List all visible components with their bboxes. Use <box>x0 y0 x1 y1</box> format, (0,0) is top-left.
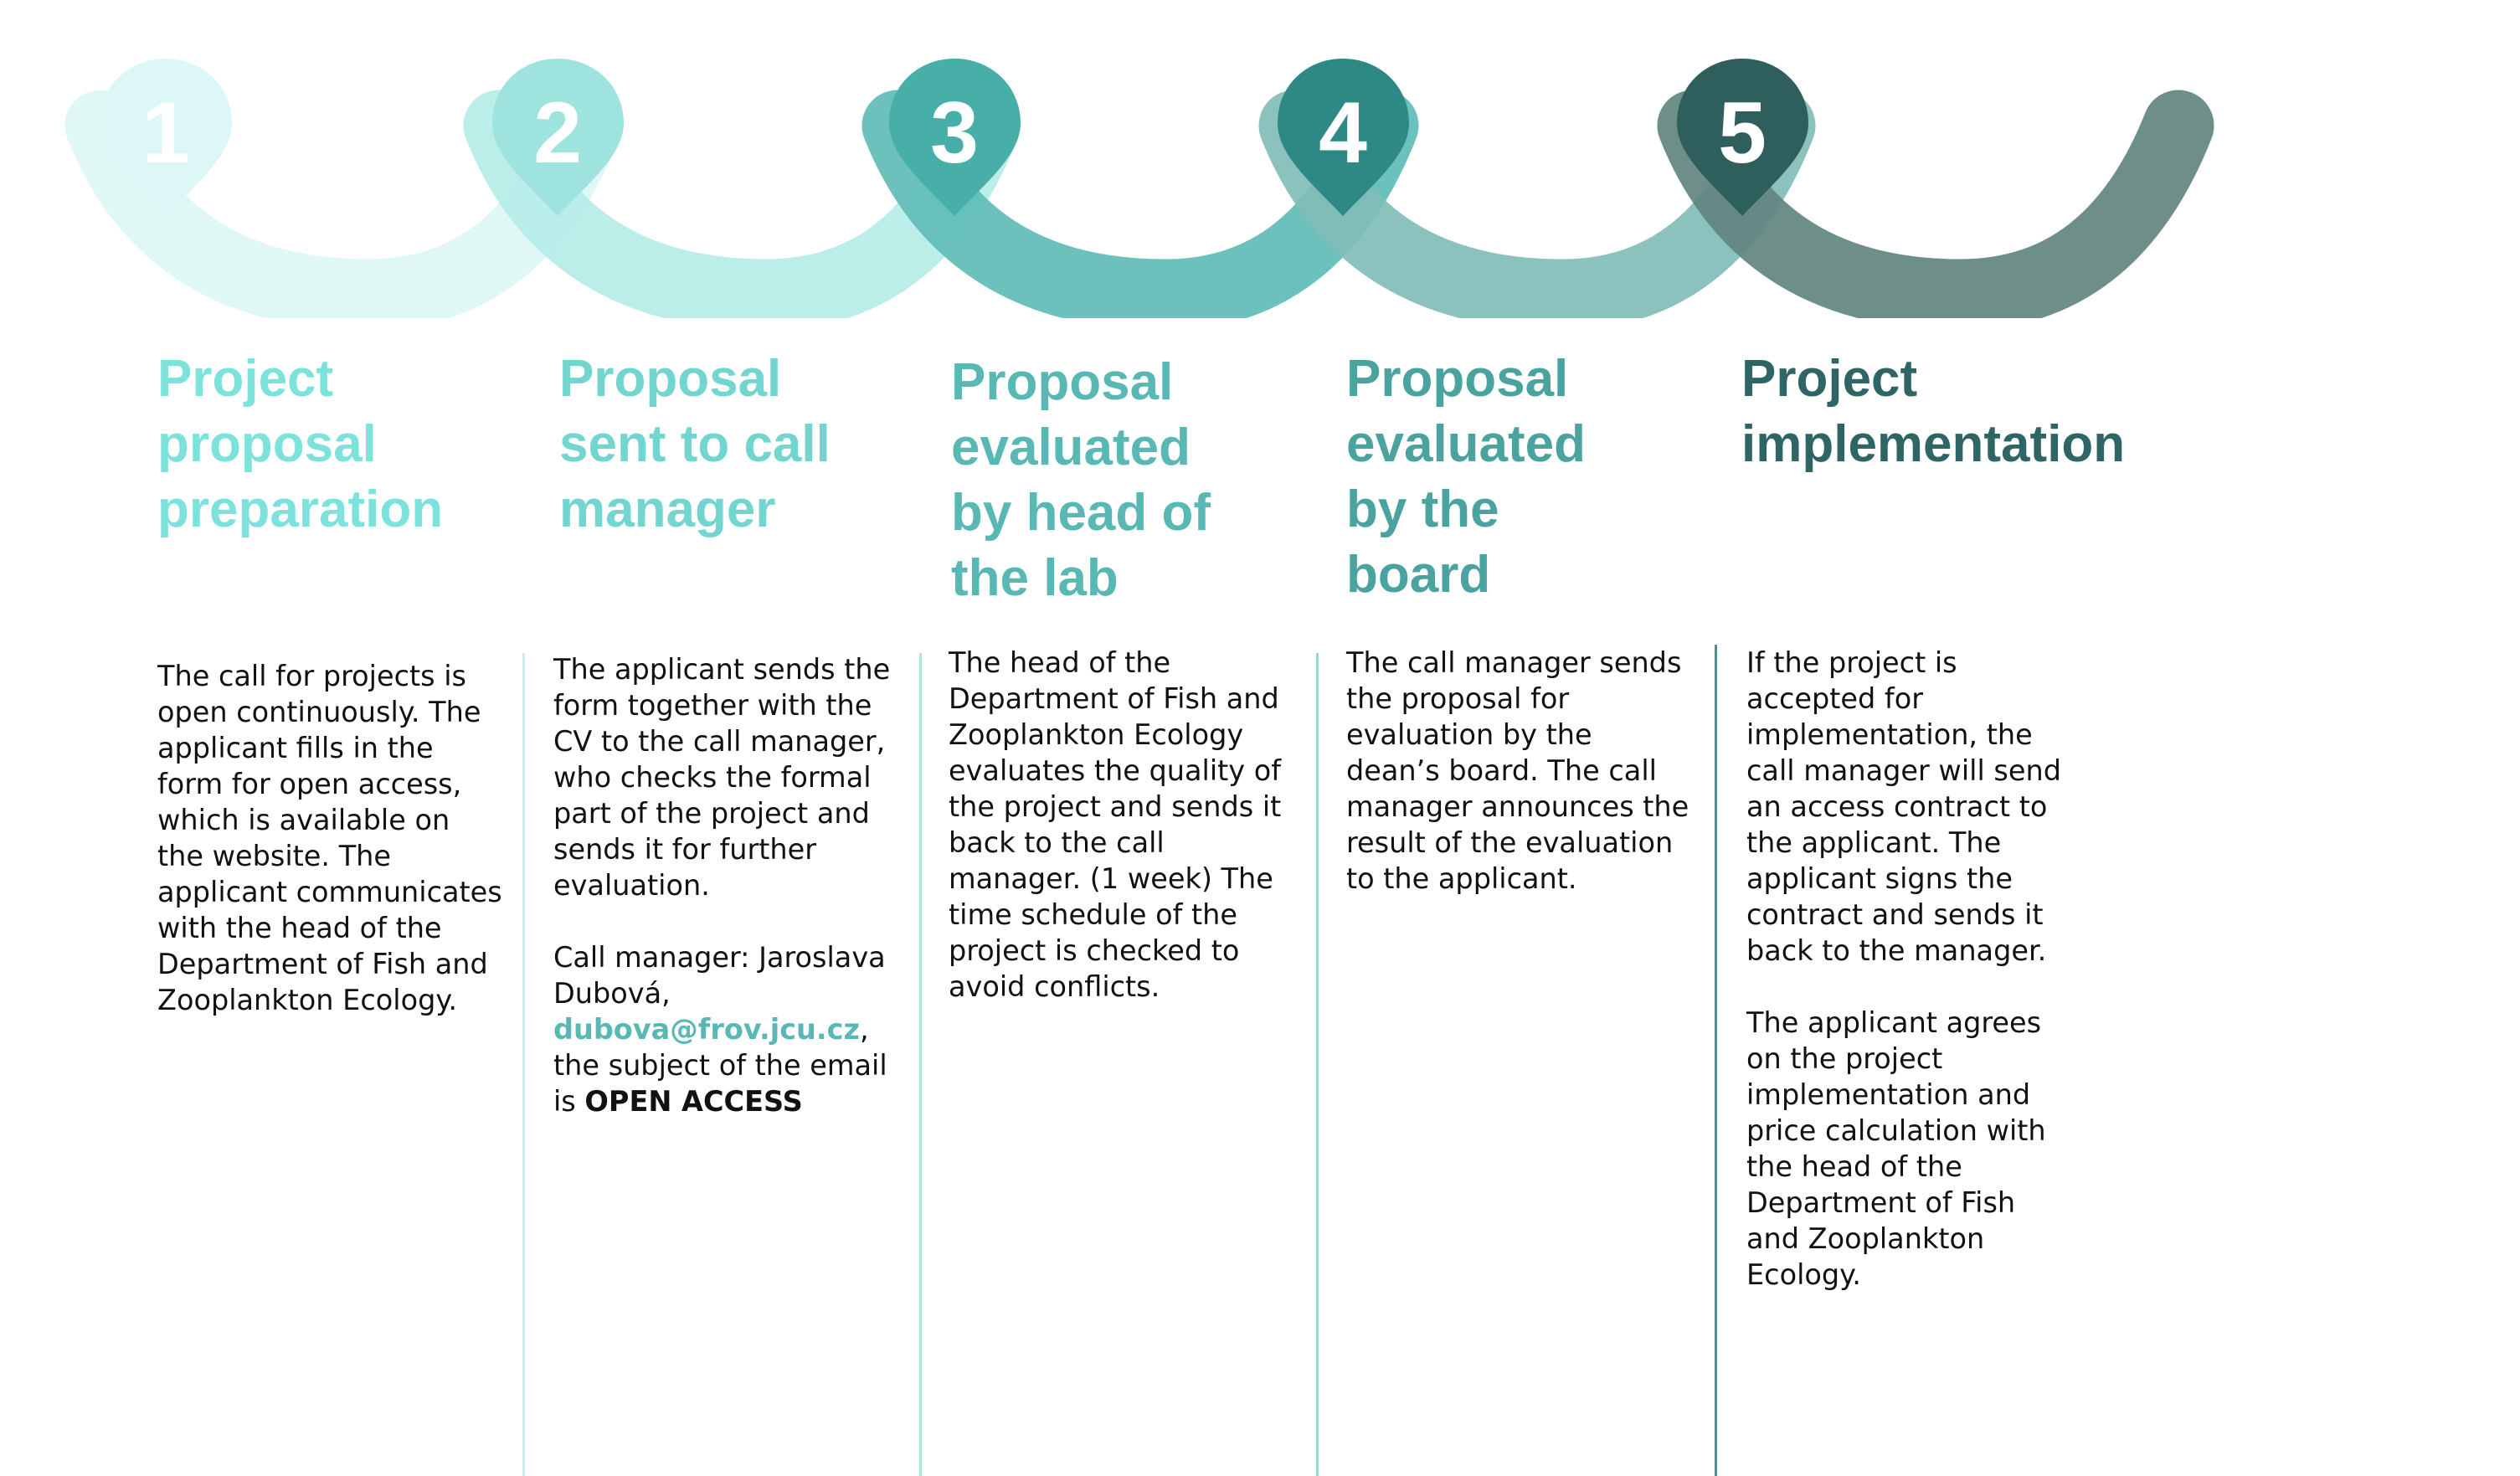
column-divider-2 <box>919 653 922 1476</box>
column-divider-1 <box>522 653 525 1476</box>
process-wave-graphic <box>0 0 2520 318</box>
step-5-paragraph-2: The applicant agrees on the project implementation and price calculation with the head of the Department of Fish and Zooplankton Ecology. <box>1746 1006 2046 1291</box>
step-number-5: 5 <box>1718 85 1767 182</box>
step-5-description <box>1746 645 2065 1293</box>
step-number-1: 1 <box>141 85 190 182</box>
step-1-description <box>157 658 502 1018</box>
step-2-title: Proposal sent to call manager <box>559 350 831 538</box>
call-manager-email-link[interactable]: dubova@frov.jcu.cz <box>553 1013 860 1046</box>
email-subject-value: OPEN ACCESS <box>584 1085 803 1118</box>
step-4-paragraph-1: The call manager sends the proposal for evaluation by the dean’s board. The call manager announces the result of the evaluation to the applicant. <box>1346 646 1689 895</box>
step-number-2: 2 <box>533 85 582 182</box>
column-divider-3 <box>1316 653 1319 1476</box>
step-1-paragraph-1: The call for projects is open continuously. The applicant fills in the form for open access, which is available on the website. The applicant communicates with the head of the Department of Fish and Zooplankton Ecology. <box>157 660 502 1016</box>
step-3-description <box>949 645 1295 1005</box>
step-5-paragraph-1: If the project is accepted for implementation, the call manager will send an access contract to the applicant. The applicant signs the contract and sends it back to the manager. <box>1746 646 2061 967</box>
email-subject-label: the subject of the email is <box>553 1049 887 1118</box>
step-4-title: Proposal evaluated by the board <box>1346 350 1587 604</box>
step-number-3: 3 <box>930 85 979 182</box>
step-number-4: 4 <box>1319 85 1367 182</box>
step-5-title: Project implementation <box>1741 350 2126 473</box>
step-2-paragraph-1: The applicant sends the form together with the CV to the call manager, who checks the formal part of the project and sends it for further evaluation. <box>553 653 891 902</box>
column-divider-4 <box>1715 645 1717 1476</box>
step-1-title: Project proposal preparation <box>157 350 444 538</box>
call-manager-label: Call manager: Jaroslava Dubová, <box>553 941 886 1010</box>
step-3-paragraph-1: The head of the Department of Fish and Zooplankton Ecology evaluates the quality of the project and sends it back to the call manager. (1 week) The time schedule of the project is checked to avoid conflicts. <box>949 646 1282 1003</box>
step-4-description <box>1346 645 1691 897</box>
step-2-contact <box>553 939 897 1119</box>
step-3-title: Proposal evaluated by head of the lab <box>951 353 1211 607</box>
step-2-description <box>553 651 897 1119</box>
email-comma: , <box>859 1013 869 1046</box>
